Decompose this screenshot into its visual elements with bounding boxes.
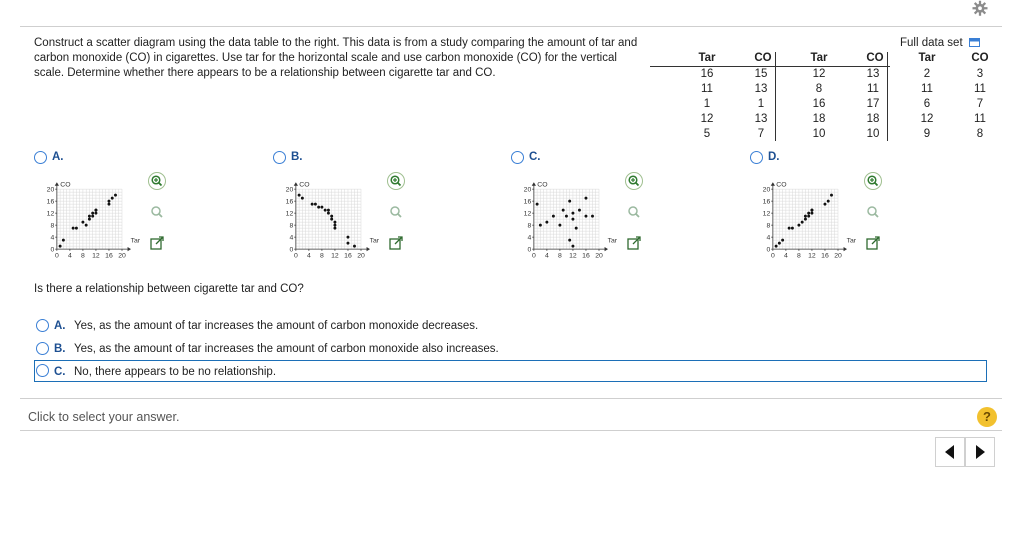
zoom-out-icon[interactable] [148, 203, 166, 221]
scatter-point [298, 194, 301, 197]
x-tick-label: 8 [797, 252, 801, 260]
top-divider [20, 26, 1002, 27]
table-cell: 15 [754, 68, 768, 80]
table-cell: 12 [812, 68, 826, 80]
scatter-point [810, 212, 813, 215]
option-d-radio[interactable] [750, 151, 763, 164]
zoom-in-icon[interactable] [864, 172, 882, 190]
x-axis-label: Tar [130, 237, 141, 245]
table-cell: 1 [757, 98, 765, 110]
full-data-table [910, 52, 1000, 142]
x-axis-arrow [128, 247, 131, 251]
x-tick-label: 16 [344, 252, 352, 260]
table-cell: 12 [700, 113, 714, 125]
y-tick-label: 0 [289, 246, 294, 254]
scatter-point [558, 224, 561, 227]
footer-top-divider [20, 398, 1002, 399]
scatter-point [778, 242, 781, 245]
scatter-point [585, 197, 588, 200]
scatter-point [807, 215, 810, 218]
option-b-scatter-plot [277, 170, 397, 270]
scatter-point [301, 197, 304, 200]
y-tick-label: 8 [50, 222, 55, 230]
previous-arrow-icon[interactable] [935, 437, 965, 467]
x-tick-label: 20 [834, 252, 842, 260]
zoom-in-icon[interactable] [148, 172, 166, 190]
open-external-icon[interactable] [387, 234, 405, 252]
table-cell: 18 [866, 113, 880, 125]
x-tick-label: 0 [770, 252, 775, 260]
y-axis-arrow [294, 182, 298, 185]
zoom-in-icon[interactable] [387, 172, 405, 190]
y-tick-label: 12 [46, 210, 55, 218]
full-table-cell: 2 [923, 68, 931, 80]
y-tick-label: 4 [766, 234, 771, 242]
scatter-point [314, 203, 317, 206]
scatter-point [571, 212, 574, 215]
full-table-cell: 11 [974, 83, 986, 95]
scatter-point [317, 206, 320, 209]
y-tick-label: 12 [285, 210, 294, 218]
x-tick-label: 12 [331, 252, 339, 260]
y-axis-arrow [532, 182, 536, 185]
open-external-icon[interactable] [864, 234, 882, 252]
x-tick-label: 20 [118, 252, 126, 260]
scatter-point [75, 227, 78, 230]
x-axis-label: Tar [369, 237, 380, 245]
x-tick-label: 20 [595, 252, 603, 260]
option-b-letter: B. [291, 151, 303, 163]
scatter-point [94, 212, 97, 215]
scatter-point [91, 212, 94, 215]
scatter-point [81, 221, 84, 224]
x-tick-label: 16 [821, 252, 829, 260]
scatter-point [571, 218, 574, 221]
scatter-point [830, 194, 833, 197]
y-axis-arrow [771, 182, 775, 185]
y-tick-label: 4 [289, 234, 294, 242]
y-tick-label: 16 [523, 198, 532, 206]
scatter-point [111, 197, 114, 200]
scatter-point [88, 218, 91, 221]
scatter-point [801, 221, 804, 224]
full-data-set-link[interactable] [900, 37, 980, 49]
data-table [690, 52, 890, 142]
scatter-point [545, 221, 548, 224]
scatter-point [108, 200, 111, 203]
x-tick-label: 12 [808, 252, 816, 260]
full-data-set-label: Full data set [900, 37, 963, 49]
x-tick-label: 0 [54, 252, 59, 260]
answer-b-letter: B. [54, 343, 66, 355]
full-table-cell: 7 [976, 98, 984, 110]
scatter-point [575, 227, 578, 230]
next-arrow-icon[interactable] [965, 437, 995, 467]
scatter-point [324, 209, 327, 212]
table-cell: 16 [812, 98, 826, 110]
x-tick-label: 20 [357, 252, 365, 260]
table-cell: 5 [703, 128, 711, 140]
table-cell: 13 [866, 68, 880, 80]
x-tick-label: 8 [320, 252, 324, 260]
answer-a-text: Yes, as the amount of tar increases the amount of carbon monoxide decreases. [74, 320, 479, 332]
scatter-point [88, 215, 91, 218]
table-cell: 10 [866, 128, 880, 140]
scatter-point [571, 245, 574, 248]
full-table-header-co: CO [971, 52, 989, 64]
open-external-icon[interactable] [148, 234, 166, 252]
scatter-point [797, 224, 800, 227]
scatter-point [327, 209, 330, 212]
x-tick-label: 4 [67, 252, 72, 260]
x-tick-label: 8 [558, 252, 562, 260]
y-tick-label: 4 [50, 234, 55, 242]
full-table-cell: 8 [976, 128, 984, 140]
y-tick-label: 8 [527, 222, 532, 230]
scatter-point [591, 215, 594, 218]
select-answer-hint: Click to select your answer. [28, 410, 180, 424]
scatter-point [807, 212, 810, 215]
x-tick-label: 16 [582, 252, 590, 260]
table-cell: 17 [866, 98, 880, 110]
question-text: Construct a scatter diagram using the data table to the right. This data is from a study comparing the amount of tar and carbon monoxide (CO) in cigarettes. Use tar for the horizontal scale and use carbon monoxide (CO) for the vertical scale. Determine whether there appears to be a relationship between cigarette tar and CO. [34, 37, 638, 79]
y-tick-label: 4 [527, 234, 532, 242]
answer-option-c[interactable] [34, 360, 987, 382]
x-tick-label: 0 [293, 252, 298, 260]
scatter-point [824, 203, 827, 206]
y-axis-label: CO [537, 181, 548, 189]
help-button[interactable]: ? [977, 407, 997, 427]
scatter-point [536, 203, 539, 206]
answer-a-radio[interactable] [36, 319, 49, 332]
answer-b-text: Yes, as the amount of tar increases the amount of carbon monoxide also increases. [74, 343, 499, 355]
zoom-out-icon[interactable] [864, 203, 882, 221]
zoom-in-icon[interactable] [625, 172, 643, 190]
table-header-co-1: CO [754, 52, 772, 64]
table-header-tar-2: Tar [810, 52, 828, 64]
option-a-scatter-plot [38, 170, 158, 270]
answer-b-radio[interactable] [36, 342, 49, 355]
option-a-letter: A. [52, 151, 64, 163]
scatter-point [775, 245, 778, 248]
answer-c-radio[interactable] [36, 364, 49, 377]
y-tick-label: 12 [762, 210, 771, 218]
x-tick-label: 12 [92, 252, 100, 260]
scatter-point [804, 218, 807, 221]
y-tick-label: 12 [523, 210, 532, 218]
full-table-cell: 11 [974, 113, 986, 125]
scatter-point [333, 227, 336, 230]
y-tick-label: 20 [523, 186, 532, 194]
scatter-point [562, 209, 565, 212]
scatter-point [85, 224, 88, 227]
full-table-cell: 9 [923, 128, 931, 140]
x-axis-label: Tar [846, 237, 857, 245]
table-header-tar-1: Tar [698, 52, 716, 64]
scatter-point [788, 227, 791, 230]
table-cell: 13 [754, 83, 768, 95]
x-tick-label: 8 [81, 252, 85, 260]
scatter-point [330, 218, 333, 221]
scatter-point [781, 239, 784, 242]
scatter-point [539, 224, 542, 227]
y-tick-label: 8 [289, 222, 294, 230]
x-axis-arrow [844, 247, 847, 251]
scatter-point [59, 245, 62, 248]
y-axis-arrow [55, 182, 59, 185]
scatter-point [578, 209, 581, 212]
answer-option-a[interactable] [34, 315, 594, 337]
zoom-out-icon[interactable] [387, 203, 405, 221]
answer-c-text: No, there appears to be no relationship. [74, 366, 277, 378]
x-axis-label: Tar [607, 237, 618, 245]
y-axis-label: CO [776, 181, 787, 189]
y-tick-label: 0 [527, 246, 532, 254]
table-cell: 1 [703, 98, 711, 110]
answer-c-letter: C. [54, 366, 66, 378]
zoom-out-icon[interactable] [625, 203, 643, 221]
y-tick-label: 16 [762, 198, 771, 206]
full-table-header-tar: Tar [918, 52, 936, 64]
y-tick-label: 20 [762, 186, 771, 194]
answer-a-letter: A. [54, 320, 66, 332]
y-tick-label: 16 [285, 198, 294, 206]
table-header-co-2: CO [866, 52, 884, 64]
option-c-radio[interactable] [511, 151, 524, 164]
y-tick-label: 8 [766, 222, 771, 230]
x-tick-label: 4 [544, 252, 549, 260]
y-tick-label: 20 [285, 186, 294, 194]
scatter-point [568, 239, 571, 242]
answer-option-b[interactable] [34, 338, 594, 360]
x-axis-arrow [367, 247, 370, 251]
y-tick-label: 16 [46, 198, 55, 206]
scatter-point [62, 239, 65, 242]
x-tick-label: 12 [569, 252, 577, 260]
scatter-point [311, 203, 314, 206]
y-axis-label: CO [299, 181, 310, 189]
table-cell: 7 [757, 128, 765, 140]
scatter-point [94, 209, 97, 212]
x-axis-arrow [605, 247, 608, 251]
scatter-point [804, 215, 807, 218]
open-external-icon[interactable] [625, 234, 643, 252]
scatter-point [91, 215, 94, 218]
option-a-radio[interactable] [34, 151, 47, 164]
option-d-scatter-plot [754, 170, 874, 270]
scatter-point [827, 200, 830, 203]
scatter-point [791, 227, 794, 230]
table-cell: 13 [754, 113, 768, 125]
y-axis-label: CO [60, 181, 71, 189]
scatter-point [330, 215, 333, 218]
full-table-cell: 6 [923, 98, 931, 110]
scatter-point [347, 236, 350, 239]
x-tick-label: 0 [531, 252, 536, 260]
option-d-letter: D. [768, 151, 780, 163]
table-cell: 8 [815, 83, 823, 95]
scatter-point [552, 215, 555, 218]
settings-gear-icon[interactable] [969, 0, 991, 18]
full-table-cell: 12 [920, 113, 934, 125]
scatter-point [347, 242, 350, 245]
x-tick-label: 4 [783, 252, 788, 260]
table-cell: 16 [700, 68, 714, 80]
scatter-point [108, 203, 111, 206]
scatter-point [327, 212, 330, 215]
option-b-radio[interactable] [273, 151, 286, 164]
scatter-point [565, 215, 568, 218]
table-cell: 11 [867, 83, 879, 95]
table-cell: 10 [812, 128, 826, 140]
relationship-question: Is there a relationship between cigarette tar and CO? [34, 283, 304, 295]
option-c-scatter-plot [515, 170, 635, 270]
table-cell: 11 [701, 83, 713, 95]
popout-icon [969, 38, 980, 47]
y-tick-label: 0 [766, 246, 771, 254]
footer-bottom-divider [20, 430, 1002, 431]
scatter-point [585, 215, 588, 218]
scatter-point [333, 221, 336, 224]
table-cell: 18 [812, 113, 826, 125]
scatter-point [320, 206, 323, 209]
y-tick-label: 0 [50, 246, 55, 254]
scatter-point [333, 224, 336, 227]
scatter-point [568, 200, 571, 203]
scatter-point [353, 245, 356, 248]
x-tick-label: 4 [306, 252, 311, 260]
scatter-point [72, 227, 75, 230]
full-table-cell: 11 [921, 83, 933, 95]
full-table-cell: 3 [976, 68, 984, 80]
scatter-point [114, 194, 117, 197]
option-c-letter: C. [529, 151, 541, 163]
table-header-rule [650, 66, 890, 67]
y-tick-label: 20 [46, 186, 55, 194]
scatter-point [810, 209, 813, 212]
x-tick-label: 16 [105, 252, 113, 260]
